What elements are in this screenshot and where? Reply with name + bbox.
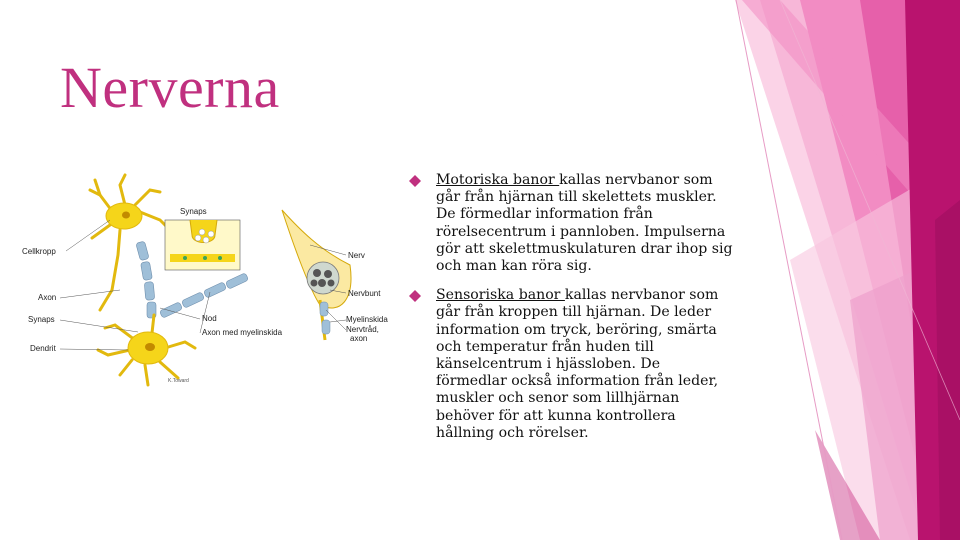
bullet-text-sensoriska (436, 287, 735, 442)
bullet-text-motoriska (436, 172, 735, 275)
label-nervtrad-1: Nervtråd, (346, 325, 379, 334)
bullet-item-sensoriska (405, 287, 735, 442)
slide-title: Nerverna (60, 55, 280, 120)
synapse-box (165, 220, 240, 270)
label-nod: Nod (202, 314, 217, 323)
bullet-term-sensoriska: Sensoriska banor (436, 287, 565, 304)
label-credit: K.Toward (168, 378, 189, 384)
label-synaps-left: Synaps (28, 315, 55, 324)
upper-neuron (90, 175, 170, 310)
label-nerv: Nerv (348, 251, 365, 260)
bullet-list (405, 172, 735, 454)
neuron-diagram (20, 150, 388, 395)
label-cellkropp: Cellkropp (22, 247, 56, 256)
label-synaps-top: Synaps (180, 207, 207, 216)
label-axon: Axon (38, 293, 57, 302)
label-dendrit: Dendrit (30, 344, 56, 353)
diamond-bullet-icon (409, 290, 421, 302)
bullet-body-sensoriska: kallas nervbanor som går från kroppen till hjärnan. De leder information om tryck, beröring, smärta och temperatur från huden till känselcentrum i hjässloben. De förmedlar också information från leder, muskler och senor som lillhjärnan behöver för att kunna kontrollera hållning och rörelser. (436, 287, 719, 441)
label-myelinskida: Myelinskida (346, 315, 388, 324)
diamond-bullet-icon (409, 175, 421, 187)
bullet-term-motoriska: Motoriska banor (436, 172, 560, 188)
label-axon-myelin: Axon med myelinskida (202, 328, 283, 337)
bullet-item-motoriska (405, 172, 735, 275)
label-nervtrad-2: axon (350, 334, 368, 343)
bullet-body-motoriska: kallas nervbanor som går från hjärnan till skelettets muskler. De förmedlar information från rörelsecentrum i pannloben. Impulserna gör att skelettmuskulaturen drar ihop sig och man kan röra sig. (436, 172, 733, 275)
label-nervbunt: Nervbunt (348, 289, 381, 298)
